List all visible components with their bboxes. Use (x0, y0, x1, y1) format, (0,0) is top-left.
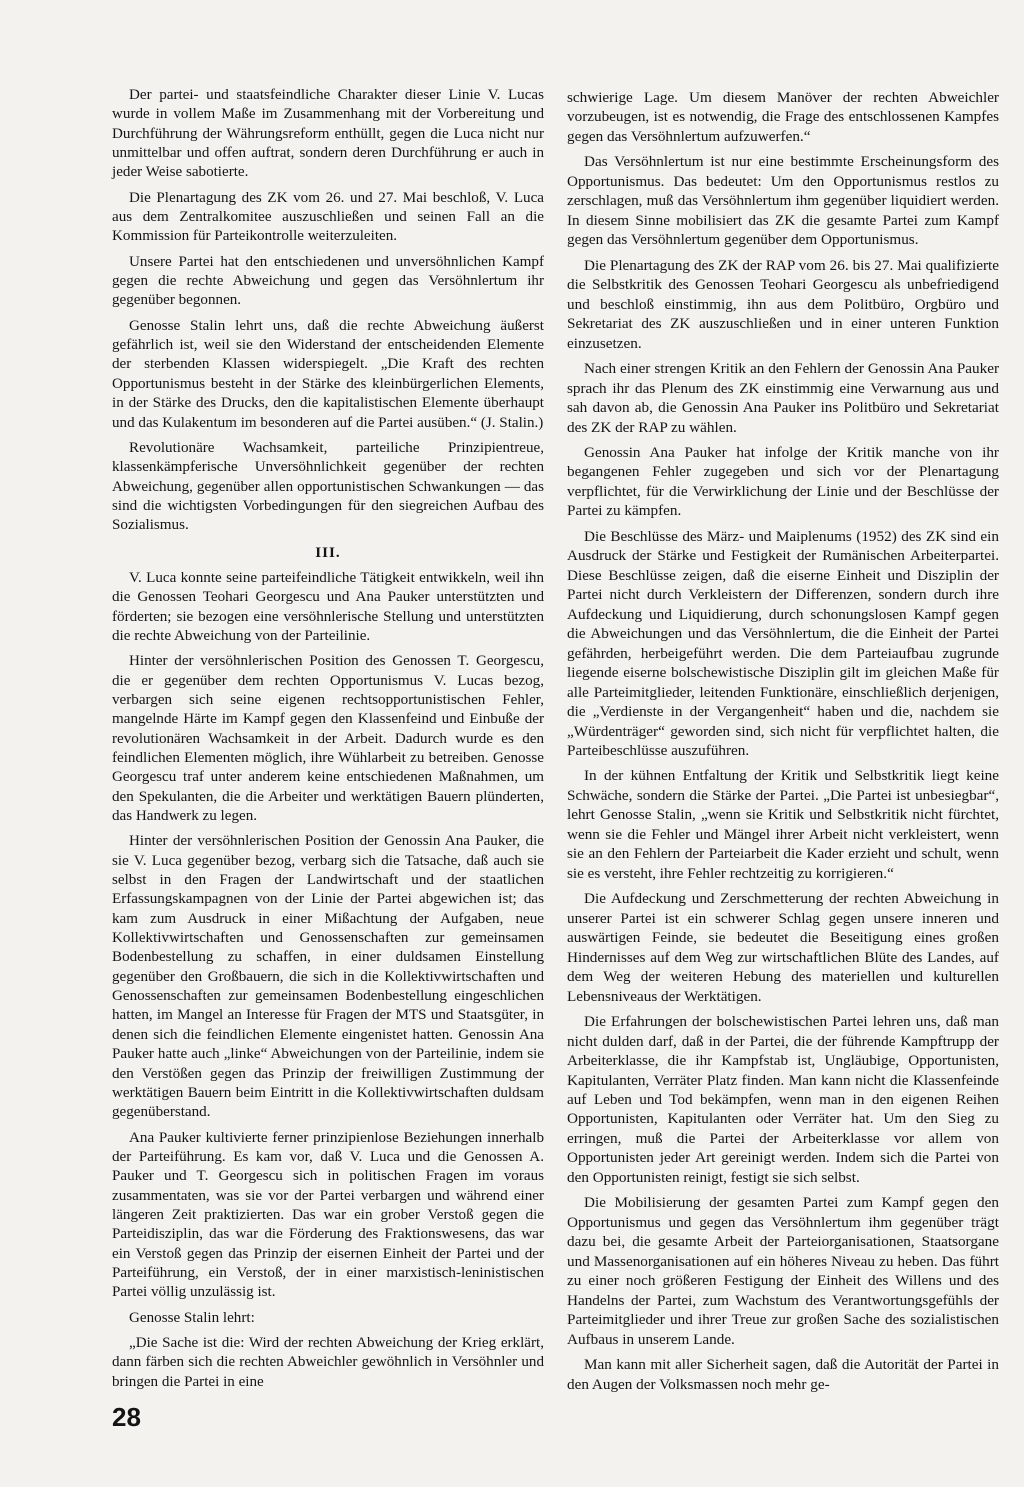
paragraph: schwierige Lage. Um diesem Manöver der rechten Abweichler vorzubeugen, ist es notwendig, die Frage des entschlossenen Kampfes gegen das Versöhnlertum aufzuwerfen.“ (567, 89, 999, 145)
paragraph: Die Erfahrungen der bolschewistischen Partei lehren uns, daß man nicht dulden darf, daß in der Partei, die der führende Kampftrupp der Arbeiterklasse, die ihr Kampfstab ist, Ungläubige, Opportunisten, Kapitulanten, Verräter Platz finden. Man kann nicht die Klassenfeinde auf Leben und Tod bekämpfen, wenn man in den eigenen Reihen Opportunisten, Kapitulanten oder Verräter hat. Um den Sieg zu erringen, muß die Partei der Arbeiterklasse vor allem von Opportunisten jeder Art gereinigt werden. Indem sich die Partei von den Opportunisten reinigt, festigt sie sich selbst. (567, 1013, 999, 1186)
paragraph: Der partei- und staatsfeindliche Charakter dieser Linie V. Lucas wurde in vollem Maße im Zusammenhang mit der Vorbereitung und Durchführung der Währungsreform enthüllt, gegen die Luca nicht nur unmittelbar und offen auftrat, sondern deren Durchführung er auch in jeder Weise sabotierte. (112, 87, 544, 181)
paragraph: Die Mobilisierung der gesamten Partei zum Kampf gegen den Opportunismus und gegen das Versöhnlertum ihm gegenüber trägt dazu bei, die gesamte Arbeit der Parteiorganisationen, Staatsorgane und Massenorganisationen auf ein höheres Niveau zu heben. Das führt zu einer noch größeren Festigung der Einheit des Willens und des Handelns der Partei, zum Wachstum des Verantwortungsgefühls der Parteimitglieder und ihrer Treue zur großen Sache des sozialistischen Aufbaus in unserem Lande. (567, 1194, 999, 1348)
paragraph: In der kühnen Entfaltung der Kritik und Selbstkritik liegt keine Schwäche, sondern die Stärke der Partei. „Die Partei ist unbesiegbar“, lehrt Genosse Stalin, „wenn sie Kritik und Selbstkritik nicht fürchtet, wenn sie die Fehler und Mängel ihrer Arbeit nicht verkleistert, wenn sie an den Fehlern der Parteiarbeit die Kader erzieht und schult, wenn sie es versteht, ihre Fehler rechtzeitig zu korrigieren.“ (567, 767, 999, 882)
paragraph: Genosse Stalin lehrt: (129, 1309, 255, 1326)
page-number: 28 (112, 1402, 141, 1432)
paragraph: Hinter der versöhnlerischen Position des Genossen T. Georgescu, die er gegenüber dem rechten Opportunismus V. Lucas bezog, verbargen sich seine eigenen rechtsopportunistischen Fehler, mangelnde Härte im Kampf gegen den Klassenfeind und Einbuße der revolutionären Wachsamkeit in der Arbeit. Dadurch wurde es den feindlichen Elementen möglich, ihre Wühlarbeit zu betreiben. Genosse Georgescu traf unter anderem keine entschiedenen Maßnahmen, um den Spekulanten, die die Arbeiter und werktätigen Bauern plünderten, das Handwerk zu legen. (112, 653, 544, 825)
paragraph: V. Luca konnte seine parteifeindliche Tätigkeit entwikkeln, weil ihn die Genossen Teohari Georgescu und Ana Pauker unterstützten und förderten; sie bezogen eine versöhnlerische Stellung und unterstützten die rechte Abweichung von der Parteilinie. (112, 569, 544, 644)
section-heading: III. (315, 544, 341, 561)
paragraph: Hinter der versöhnlerischen Position der Genossin Ana Pauker, die sie V. Luca gegenüber bezog, verbarg sich die Tatsache, daß auch sie selbst in den Fragen der Landwirtschaft und der staatlichen Erfassungskampagnen von der Linie der Partei abgewichen ist; das kam zum Ausdruck in einer Mißachtung der Aufgaben, neue Kollektivwirtschaften und Genossenschaften zur gemeinsamen Bodenbestellung zu schaffen, in einer duldsamen Einstellung gegenüber den Großbauern, die sich in die Kollektivwirtschaften und Genossenschaften zur gemeinsamen Bodenbestellung eingeschlichen hatten, im Mangel an Interesse für Fragen der MTS und Staatsgüter, in denen sich die feindlichen Elemente eingenistet hatten. Genossin Ana Pauker hatte auch „linke“ Abweichungen von der Parteilinie, indem sie den Verstößen gegen das Prinzip der freiwilligen Zustimmung der werktätigen Bauern beim Eintritt in die Kollektivwirtschaften duldsam gegenüberstand. (112, 833, 544, 1121)
right-column (567, 88, 999, 1394)
left-column (112, 86, 544, 1392)
paragraph: Die Beschlüsse des März- und Maiplenums (1952) des ZK sind ein Ausdruck der Stärke und Festigkeit der Rumänischen Arbeiterpartei. Diese Beschlüsse zeigen, daß die eiserne Einheit und Disziplin der Partei nicht durch Verkleistern der Differenzen, sondern durch ihre Aufdeckung und Liquidierung, durch schonungslosen Kampf gegen die Abweichungen und das Versöhnlertum, die die Einheit der Partei gefährden, herbeigeführt werden. Die dem Parteiaufbau zugrunde liegende eiserne bolschewistische Disziplin gilt im gleichen Maße für alle Parteimitglieder, leitenden Funktionäre, einschließlich derjenigen, die „Verdienste in der Vergangenheit“ haben und die, nachdem sie „Würdenträger“ geworden sind, sich nicht für verpflichtet halten, die Parteibeschlüsse auszuführen. (567, 527, 999, 759)
paragraph: Man kann mit aller Sicherheit sagen, daß die Autorität der Partei in den Augen der Volksmassen noch mehr ge- (567, 1356, 999, 1393)
paragraph: Revolutionäre Wachsamkeit, parteiliche Prinzipientreue, klassenkämpferische Unversöhnlichkeit gegenüber der rechten Abweichung, gegenüber allen opportunistischen Schwankungen — das sind die wichtigsten Vorbedingungen für den siegreichen Aufbau des Sozialismus. (112, 439, 544, 534)
paragraph: Ana Pauker kultivierte ferner prinzipienlose Beziehungen innerhalb der Parteiführung. Es kam vor, daß V. Luca und die Genossen A. Pauker und T. Georgescu sich in politischen Fragen im voraus zusammentaten, was sie vor der Partei verbargen und während einer längeren Zeit praktizierten. Das war ein grober Verstoß gegen die Parteidisziplin, das war die Förderung des Fraktionswesens, das war ein Verstoß gegen das Prinzip der eisernen Einheit der Partei und der Parteiführung, ein Verstoß, der in einer marxistisch-leninistischen Partei völlig unzulässig ist. (112, 1129, 544, 1301)
paragraph: Genossin Ana Pauker hat infolge der Kritik manche von ihr begangenen Fehler zugegeben und sich vor der Plenartagung verpflichtet, für die Verwirklichung der Linie und der Beschlüsse der Partei zu kämpfen. (567, 443, 999, 520)
paragraph: Unsere Partei hat den entschiedenen und unversöhnlichen Kampf gegen die rechte Abweichung und gegen das Versöhnlertum ihr gegenüber begonnen. (112, 253, 544, 309)
paragraph: Das Versöhnlertum ist nur eine bestimmte Erscheinungsform des Opportunismus. Das bedeutet: Um den Opportunismus restlos zu zerschlagen, muß das Versöhnlertum ihm gegenüber liquidiert werden. In diesem Sinne mobilisiert das ZK die gesamte Partei zum Kampf gegen das Versöhnlertum gegenüber dem Opportunismus. (567, 153, 999, 249)
paragraph: Die Aufdeckung und Zerschmetterung der rechten Abweichung in unserer Partei ist ein schwerer Schlag gegen unsere inneren und auswärtigen Feinde, sie bedeutet die Beseitigung eines großen Hindernisses auf dem Weg zur wirtschaftlichen Blüte des Landes, auf dem Weg der weiteren Hebung des materiellen und kulturellen Lebensniveaus der Werktätigen. (567, 890, 999, 1005)
paragraph: Die Plenartagung des ZK vom 26. und 27. Mai beschloß, V. Luca aus dem Zentralkomitee auszuschließen und seinen Fall an die Kommission für Parteikontrolle weiterzuleiten. (112, 189, 544, 245)
paragraph: Nach einer strengen Kritik an den Fehlern der Genossin Ana Pauker sprach ihr das Plenum des ZK einstimmig eine Verwarnung aus und sah davon ab, die Genossin Ana Pauker ins Politbüro und Sekretariat des ZK der RAP zu wählen. (567, 360, 999, 436)
paragraph: Genosse Stalin lehrt uns, daß die rechte Abweichung äußerst gefährlich ist, weil sie den Widerstand der entscheidenden Elemente der sterbenden Klassen widerspiegelt. „Die Kraft des rechten Opportunismus besteht in der Stärke des kleinbürgerlichen Elements, in der Stärke des Drucks, den die kapitalistischen Elemente überhaupt und das Kulakentum im besonderen auf die Partei ausüben.“ (J. Stalin.) (112, 317, 544, 431)
paragraph: Die Plenartagung des ZK der RAP vom 26. bis 27. Mai qualifizierte die Selbstkritik des Genossen Teohari Georgescu als unbefriedigend und beschloß einstimmig, ihn aus dem Politbüro, Orgbüro und Sekretariat des ZK auszuschließen und in einer unteren Funktion einzusetzen. (567, 256, 999, 352)
paragraph: „Die Sache ist die: Wird der rechten Abweichung der Krieg erklärt, dann färben sich die rechten Abweichler gewöhnlich in Versöhnler und bringen die Partei in eine (112, 1334, 544, 1390)
